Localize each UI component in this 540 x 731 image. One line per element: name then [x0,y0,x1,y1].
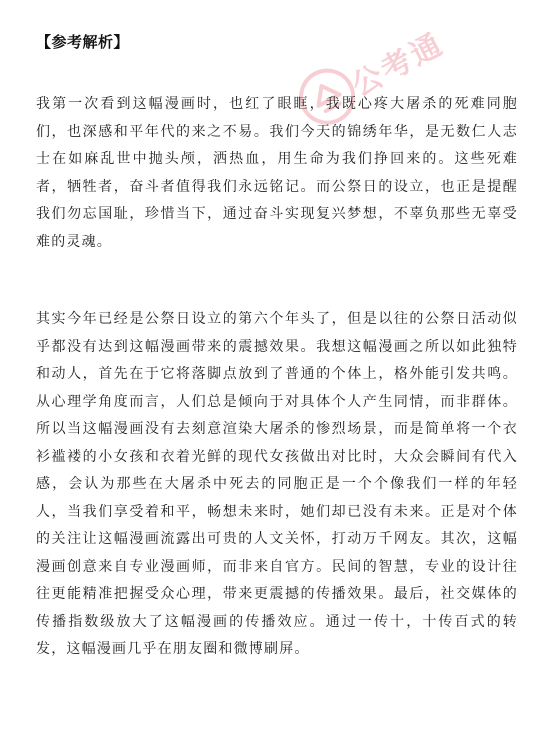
section-heading: 【参考解析】 [36,33,130,51]
paragraph: 我第一次看到这幅漫画时，也红了眼眶，我既心疼大屠杀的死难同胞们，也深感和平年代的来之不易。我们今天的锦绣年华，是无数仁人志士在如麻乱世中抛头颅，洒热血，用生命为我们挣回来的。这些死难者，牺牲者，奋斗者值得我们永远铭记。而公祭日的设立，也正是提醒我们勿忘国耻，珍惜当下，通过奋斗实现复兴梦想，不辜负那些无辜受难的灵魂。 [36,96,518,250]
watermark-text: 公考通 [346,26,451,104]
paragraph: 其实今年已经是公祭日设立的第六个年头了，但是以往的公祭日活动似乎都没有达到这幅漫画带来的震撼效果。我想这幅漫画之所以如此独特和动人，首先在于它将落脚点放到了普通的个体上，格外能引发共鸣。从心理学角度而言，人们总是倾向于对具体个人产生同情，而非群体。所以当这幅漫画没有去刻意渲染大屠杀的惨烈场景，而是简单将一个衣衫褴褛的小女孩和衣着光鲜的现代女孩做出对比时，大众会瞬间有代入感，会认为那些在大屠杀中死去的同胞正是一个个像我们一样的年轻人，当我们享受着和平，畅想未来时，她们却已没有未来。正是对个体的关注让这幅漫画流露出可贵的人文关怀，打动万千网友。其次，这幅漫画创意来自专业漫画师，而非来自官方。民间的智慧，专业的设计往往更能精准把握受众心理，带来更震撼的传播效果。最后，社交媒体的传播指数级放大了这幅漫画的传播效应。通过一传十，十传百式的转发，这幅漫画几乎在朋友圈和微博刷屏。 [36,311,518,657]
